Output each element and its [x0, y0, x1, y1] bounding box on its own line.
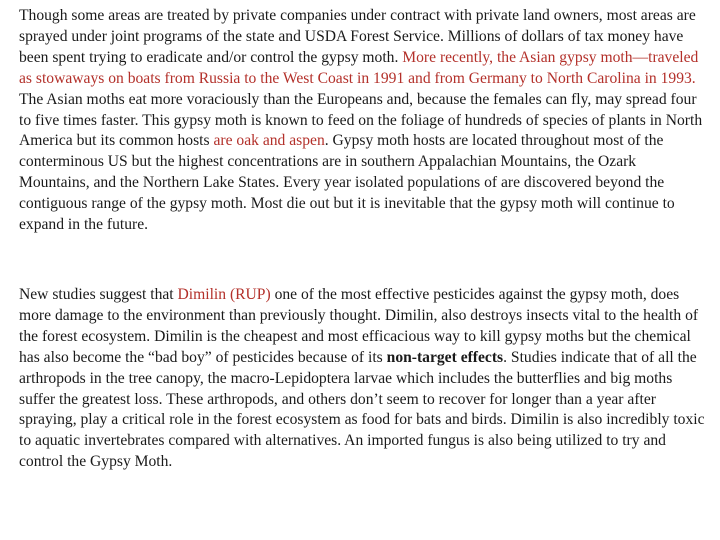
highlight-common-hosts: are oak and aspen: [213, 132, 325, 150]
highlight-asian-gypsy-moth: More recently, the Asian gypsy moth—traveled as stowaways on boats from Russia to the West Coast in 1991 and from Germany to North Carolina in 1993.: [19, 48, 699, 87]
text-asian-moth-spread: The Asian moths eat more voraciously than the Europeans and, because the females can fly, may spread four to five times faster. This gypsy moth is known to feed on the foliage of hundreds of species of plants in North America but its common hosts: [19, 90, 703, 150]
paragraph-dimilin: [19, 285, 709, 473]
text-host-range: . Gypsy moth hosts are located throughout most of the conterminous US but the highest concentrations are in southern Appalachian Mountains, the Ozark Mountains, and the Northern Lake States. Every year isolated populations of are discovered beyond the contiguous range of the gypsy moth. Most die out but it is inevitable that the gypsy moth will continue to expand in the future.: [19, 132, 675, 234]
bold-non-target-effects: non-target effects: [386, 348, 504, 366]
highlight-dimilin-rup: Dimilin (RUP): [177, 286, 271, 303]
text-dimilin-damage: one of the most effective pesticides against the gypsy moth, does more damage to the environment than previously thought. Dimilin, also destroys insects vital to the health of the forest ecosystem. Dimilin is the cheapest and most efficacious way to kill gypsy moths but the chemical has also become the “bad boy” of pesticides because of its: [19, 286, 699, 366]
paragraph-gypsy-moth-control: [19, 6, 709, 236]
text-arthropod-loss: . Studies indicate that of all the arthropods in the tree canopy, the macro-Lepidoptera larvae which includes the butterflies and big moths suffer the greatest loss. These arthropods, and others don’t seem to recover for longer than a year after spraying, play a critical role in the forest ecosystem as food for bats and birds. Dimilin is also incredibly toxic to aquatic invertebrates compared with alternatives. An imported fungus is also being utilized to try and control the Gypsy Moth.: [19, 348, 705, 471]
text-control-programs: Though some areas are treated by private companies under contract with private land owners, most areas are sprayed under joint programs of the state and USDA Forest Service. Millions of dollars of tax money have been spent trying to eradicate and/or control the gypsy moth.: [19, 7, 696, 66]
text-new-studies: New studies suggest that: [19, 286, 174, 303]
